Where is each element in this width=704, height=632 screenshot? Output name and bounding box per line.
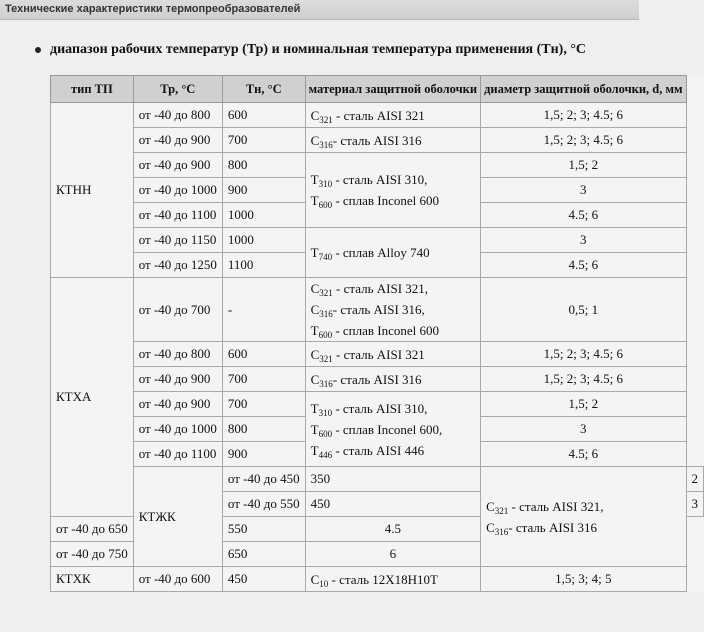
material-code-index: 316 [319,139,333,150]
cell-diameter: 1,5; 2 [481,153,686,178]
material-line [311,105,475,126]
cell-working-temp: от -40 до 650 [51,517,134,542]
material-code: Т [310,172,319,187]
material-line [311,320,475,341]
material-line [311,278,475,299]
material-code: С [310,107,320,123]
material-code: С [310,132,320,148]
column-header-tn: Тн, °С [222,76,305,103]
material-description: - сталь AISI 310, [332,400,428,416]
material-line [311,130,475,151]
material-line [311,169,475,190]
material-code-index: 321 [319,353,333,364]
cell-working-temp: от -40 до 800 [133,103,222,128]
cell-nominal-temp: 350 [305,467,480,492]
cell-diameter: 4.5; 6 [481,253,686,278]
cell-nominal-temp: 450 [305,492,480,517]
table-row [51,103,704,128]
cell-working-temp: от -40 до 700 [133,278,222,342]
cell-nominal-temp: 700 [222,128,305,153]
material-description: - сталь AISI 321 [332,346,425,362]
cell-material [305,342,480,367]
cell-diameter: 0,5; 1 [481,278,686,342]
cell-working-temp: от -40 до 900 [133,367,222,392]
cell-diameter: 3 [481,417,686,442]
cell-nominal-temp: - [222,278,305,342]
cell-diameter: 4.5; 6 [481,203,686,228]
cell-diameter: 4.5; 6 [481,442,686,467]
table-header-row [51,76,704,103]
material-code-index: 316 [319,309,333,319]
cell-material [305,567,480,592]
cell-diameter: 1,5; 2 [481,392,686,417]
material-description: - сталь AISI 446 [332,442,425,458]
material-code-index: 10 [319,578,329,589]
material-description: - сплав Inconel 600 [332,323,439,338]
material-line [311,242,475,263]
cell-material [305,228,480,278]
cell-working-temp: от -40 до 1150 [133,228,222,253]
cell-nominal-temp: 550 [222,517,305,542]
section-header [0,0,639,20]
table-row [51,342,704,367]
material-line [311,369,475,390]
material-description: - сталь AISI 321 [332,107,425,123]
cell-material [305,278,480,342]
cell-working-temp: от -40 до 900 [133,153,222,178]
cell-nominal-temp: 1100 [222,253,305,278]
material-code-index: 316 [319,378,333,389]
table-body [51,103,704,592]
material-line [311,299,475,320]
cell-working-temp: от -40 до 550 [222,492,305,517]
cell-nominal-temp: 650 [222,542,305,567]
material-code: Т [310,421,319,437]
cell-nominal-temp: 800 [222,153,305,178]
cell-type: КТЖК [133,467,222,567]
cell-diameter: 1,5; 2; 3; 4.5; 6 [481,367,686,392]
material-code: С [486,498,495,514]
material-line [311,344,475,365]
material-code: С [310,346,320,362]
table-row [51,228,704,253]
intro-text: диапазон рабочих температур (Тр) и номинальная температура применения (Тн), °С [50,42,587,57]
material-description: - сплав Inconel 600, [332,421,443,437]
material-code: С [310,371,320,387]
cell-working-temp: от -40 до 1000 [133,417,222,442]
cell-type: КТНН [51,103,134,278]
material-code: Т [310,193,319,208]
material-line [311,569,475,590]
cell-diameter: 3 [481,178,686,203]
material-code-index: 310 [318,179,333,189]
material-line [311,440,475,461]
cell-nominal-temp: 600 [222,103,305,128]
cell-diameter: 3 [686,492,704,517]
cell-nominal-temp: 900 [222,442,305,467]
cell-diameter: 1,5; 2; 3; 4.5; 6 [481,128,686,153]
column-header-diameter: диаметр защитной оболочки, d, мм [481,76,686,103]
material-code-index: 321 [494,505,509,516]
material-description: - сталь AISI 321, [332,281,429,296]
material-description: - сплав Alloy 740 [332,245,430,260]
cell-material [305,367,480,392]
material-line [311,190,475,211]
material-line [311,419,475,440]
material-code-index: 321 [319,288,333,298]
column-header-material: материал защитной оболочки [305,76,480,103]
table-row [51,467,704,492]
cell-working-temp: от -40 до 1100 [133,203,222,228]
table-row [51,153,704,178]
cell-type: КТХА [51,278,134,517]
material-code: Т [310,400,319,416]
material-description: - сталь AISI 316, [332,302,425,317]
material-code-index: 310 [318,407,333,418]
cell-working-temp: от -40 до 600 [133,567,222,592]
cell-working-temp: от -40 до 450 [222,467,305,492]
cell-nominal-temp: 700 [222,367,305,392]
cell-working-temp: от -40 до 1250 [133,253,222,278]
material-line [311,398,475,419]
cell-nominal-temp: 600 [222,342,305,367]
material-code-index: 321 [319,114,333,125]
material-code-index: 600 [318,428,333,439]
column-header-type: тип ТП [51,76,134,103]
material-description: - сталь AISI 321, [508,498,604,514]
cell-working-temp: от -40 до 1000 [133,178,222,203]
cell-material [481,467,686,567]
column-header-tr: Тр, °С [133,76,222,103]
table-row [51,392,704,417]
cell-material [305,103,480,128]
cell-diameter: 4.5 [305,517,480,542]
material-code: Т [310,245,319,260]
cell-diameter: 1,5; 2; 3; 4.5; 6 [481,342,686,367]
material-description: - сплав Inconel 600 [332,193,439,208]
cell-nominal-temp: 1000 [222,228,305,253]
material-code: С [310,281,320,296]
cell-diameter: 1,5; 3; 4; 5 [481,567,686,592]
cell-material [305,392,480,467]
material-code-index: 316 [494,526,509,537]
material-code: Т [310,323,319,338]
cell-working-temp: от -40 до 900 [133,128,222,153]
table-row [51,567,704,592]
material-code-index: 600 [318,200,333,210]
material-description: - сталь AISI 310, [332,172,428,187]
cell-material [305,153,480,228]
material-code-index: 446 [318,449,333,460]
section-title: Технические характеристики термопреобразователей [5,3,301,15]
material-description: - сталь AISI 316 [332,371,422,387]
material-description: - сталь AISI 316 [332,132,422,148]
intro-bullet [35,42,586,58]
material-line [486,496,680,517]
cell-diameter: 2 [686,467,704,492]
cell-working-temp: от -40 до 800 [133,342,222,367]
cell-nominal-temp: 450 [222,567,305,592]
table-row [51,278,704,342]
material-code: С [486,519,495,535]
cell-nominal-temp: 900 [222,178,305,203]
cell-type: КТХК [51,567,134,592]
cell-diameter: 3 [481,228,686,253]
cell-nominal-temp: 700 [222,392,305,417]
cell-nominal-temp: 1000 [222,203,305,228]
cell-material [305,128,480,153]
cell-nominal-temp: 800 [222,417,305,442]
specs-table [50,75,704,592]
table-row [51,367,704,392]
cell-diameter: 6 [305,542,480,567]
cell-working-temp: от -40 до 1100 [133,442,222,467]
material-code: С [310,302,320,317]
cell-working-temp: от -40 до 900 [133,392,222,417]
material-description: - сталь 12Х18Н10Т [328,571,438,587]
cell-diameter: 1,5; 2; 3; 4.5; 6 [481,103,686,128]
material-code: Т [310,442,319,458]
material-code-index: 600 [318,330,333,340]
bullet-icon [35,47,41,53]
material-code: С [310,571,320,587]
material-line [486,517,680,538]
material-description: - сталь AISI 316 [508,519,598,535]
material-code-index: 740 [318,252,333,262]
cell-working-temp: от -40 до 750 [51,542,134,567]
table-row [51,128,704,153]
